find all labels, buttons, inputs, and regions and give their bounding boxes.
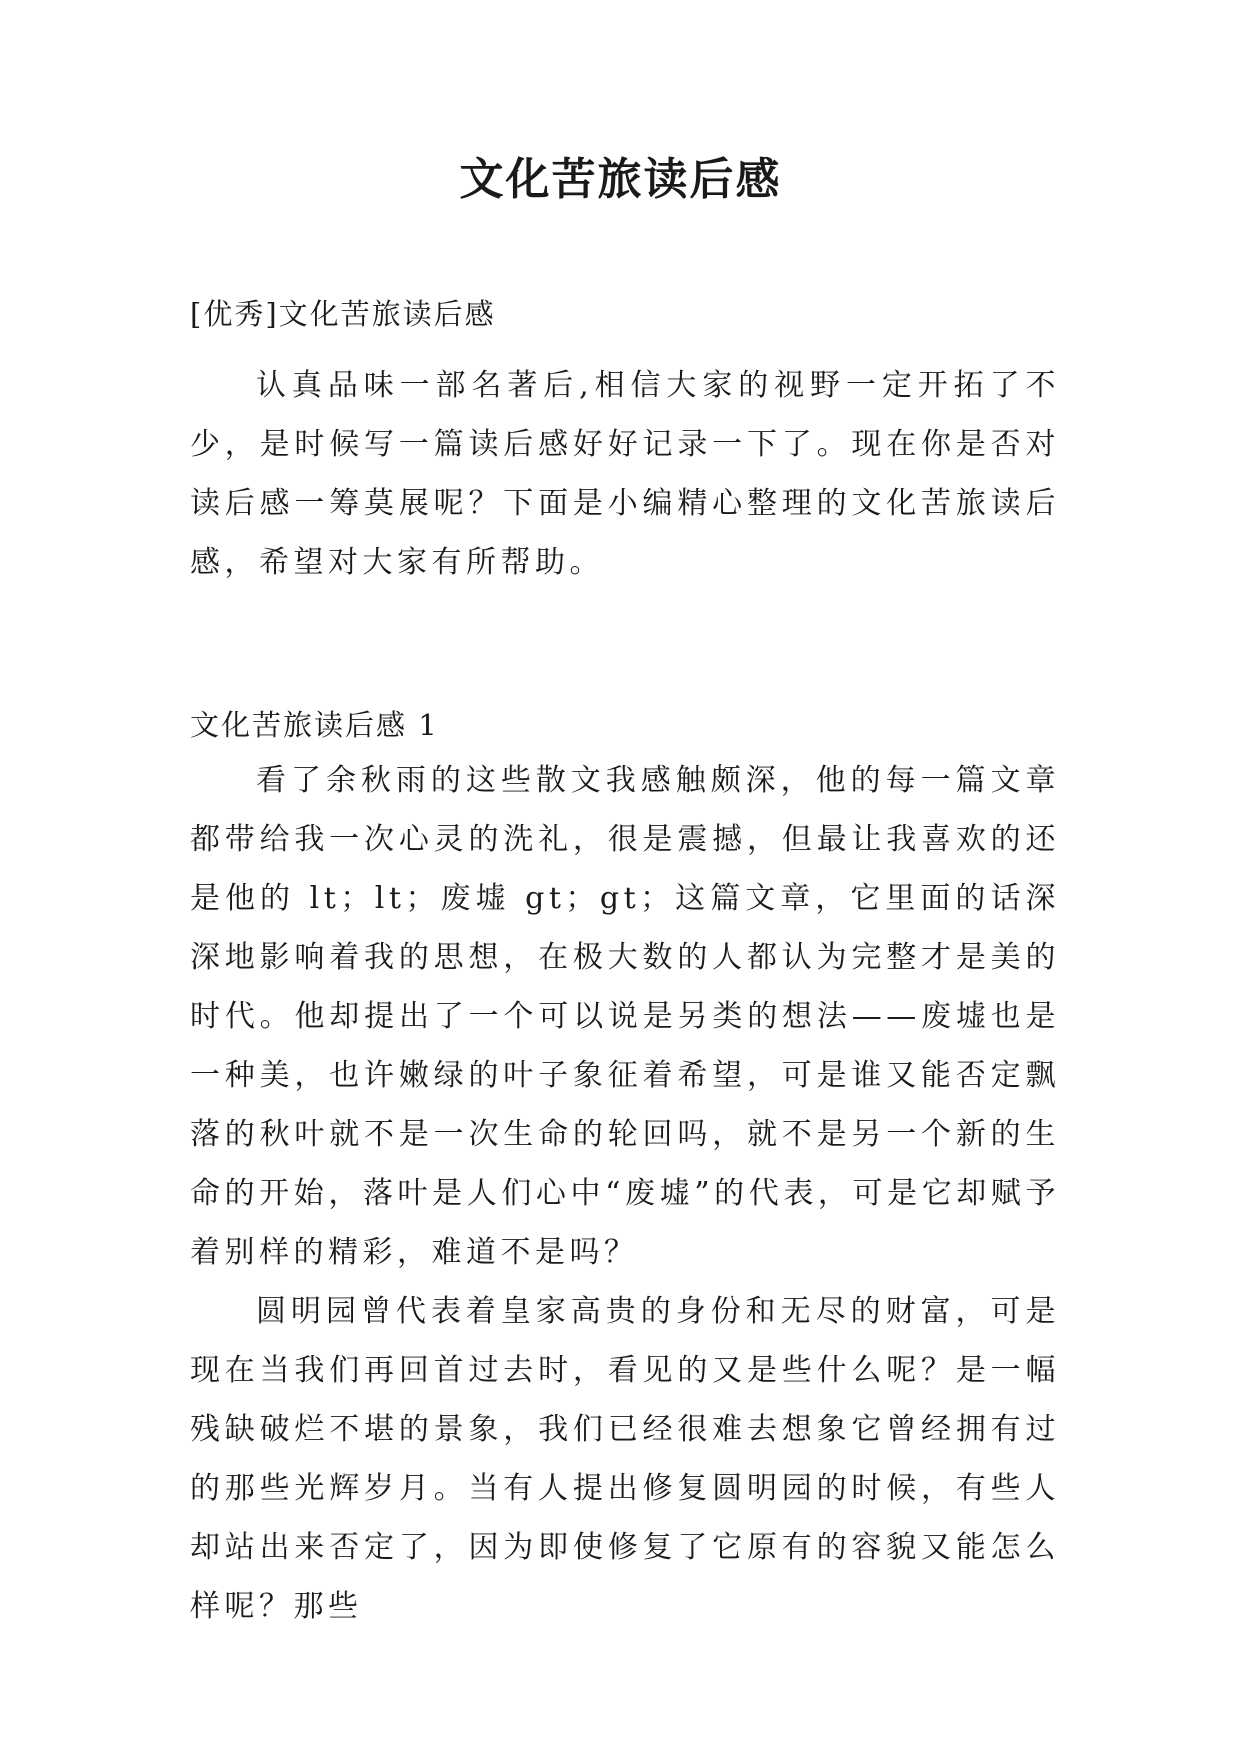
document-title: 文化苦旅读后感 bbox=[459, 154, 782, 205]
section-heading: 文化苦旅读后感 1 bbox=[190, 708, 439, 742]
document-subtitle: [优秀]文化苦旅读后感 bbox=[190, 297, 496, 331]
body-paragraph-2: 圆明园曾代表着皇家高贵的身份和无尽的财富，可是现在当我们再回首过去时，看见的又是些什么呢？是一幅残缺破烂不堪的景象，我们已经很难去想象它曾经拥有过的那些光辉岁月。当有人提出修复圆明园的时候，有些人却站出来否定了，因为即使修复了它原有的容貌又能怎么样呢？那些 bbox=[190, 1294, 1060, 1624]
body-paragraph-1: 看了余秋雨的这些散文我感触颇深，他的每一篇文章都带给我一次心灵的洗礼，很是震撼，但最让我喜欢的还是他的 lt；lt；废墟 gt；gt；这篇文章，它里面的话深深地影响着我的思想，在极大数的人都认为完整才是美的时代。他却提出了一个可以说是另类的想法——废墟也是一种美，也许嫩绿的叶子象征着希望，可是谁又能否定飘落的秋叶就不是一次生命的轮回吗，就不是另一个新的生命的开始，落叶是人们心中“废墟”的代表，可是它却赋予着别样的精彩，难道不是吗？ bbox=[190, 763, 1060, 1270]
intro-paragraph: 认真品味一部名著后,相信大家的视野一定开拓了不少，是时候写一篇读后感好好记录一下了。现在你是否对读后感一筹莫展呢？下面是小编精心整理的文化苦旅读后感，希望对大家有所帮助。 bbox=[190, 368, 1060, 580]
